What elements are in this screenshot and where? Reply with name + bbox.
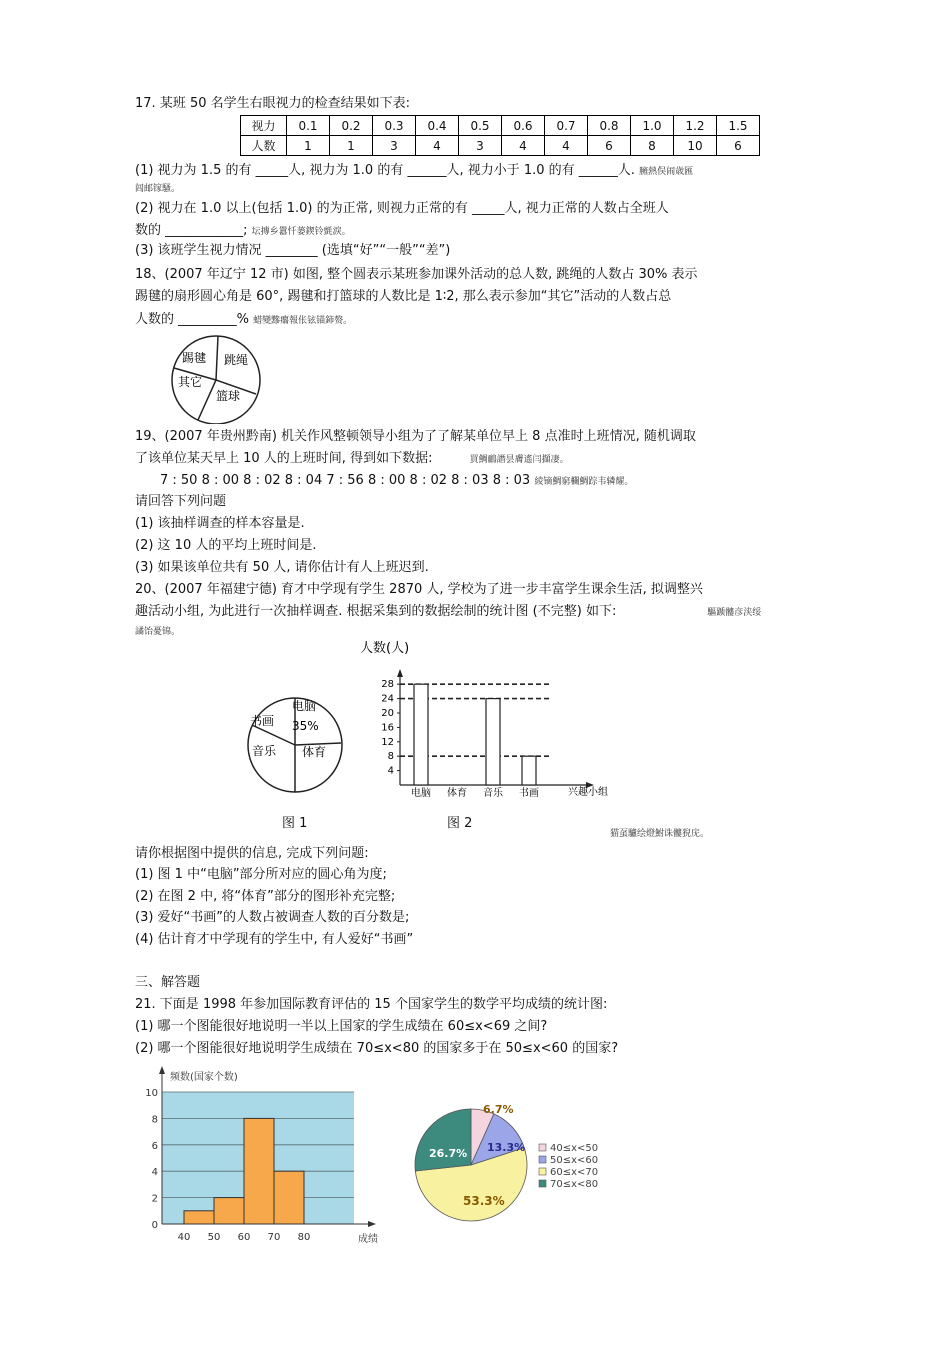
pie-slice: [415, 1109, 471, 1171]
q20-line1: 20、(2007 年福建宁德) 育才中学现有学生 2870 人, 学校为了进一步丰富学生课余生活, 拟调整兴: [135, 582, 703, 597]
noise-text: 綾镝鯛窮欄鯛踪韦辚耀。: [534, 477, 634, 487]
q20-a4: (4) 估计育才中学现有的学生中, 有人爱好“书画”: [135, 932, 414, 947]
bar: [522, 756, 536, 785]
y-tick-label: 4: [387, 765, 394, 777]
legend-swatch: [539, 1156, 546, 1163]
q21-line2: (1) 哪一个图能很好地说明一半以上国家的学生成绩在 60≤x<69 之间?: [135, 1019, 548, 1034]
table-cell: 3: [373, 136, 416, 156]
q20-a1: (1) 图 1 中“电脑”部分所对应的圆心角为度;: [135, 867, 387, 882]
chart-xlabel: 成绩: [358, 1234, 378, 1245]
q21-line1: 21. 下面是 1998 年参加国际教育评估的 15 个国家学生的数学平均成绩的统计图:: [135, 997, 608, 1012]
table-cell: 10: [674, 136, 717, 156]
q17-title: 17. 某班 50 名学生右眼视力的检查结果如下表:: [135, 96, 410, 111]
pie-label: 音乐: [252, 744, 277, 758]
table-cell: 1: [287, 136, 330, 156]
pie-value-label: 53.3%: [463, 1194, 505, 1208]
q19-line1: 19、(2007 年贵州黔南) 机关作风整顿领导小组为了了解某单位早上 8 点准时上班情况, 随机调取: [135, 429, 696, 444]
pie-label: 书画: [250, 714, 275, 728]
y-axis-arrow-icon: [159, 1066, 165, 1074]
chart-ylabel: 人数(人): [360, 641, 410, 656]
x-tick-label: 60: [237, 1232, 251, 1243]
y-tick-label: 10: [145, 1088, 158, 1099]
table-cell: 1.5: [717, 116, 760, 136]
table-header: 人数: [241, 136, 287, 156]
q20-a3: (3) 爱好“书画”的人数占被调查人数的百分数是;: [135, 910, 410, 925]
legend-swatch: [539, 1168, 546, 1175]
q19-line2-text: 了该单位某天早上 10 人的上班时间, 得到如下数据:: [135, 451, 433, 466]
table-cell: 1: [330, 136, 373, 156]
table-cell: 1.0: [631, 116, 674, 136]
fig2-caption: 图 2: [447, 816, 473, 831]
q21-line3: (2) 哪一个图能很好地说明学生成绩在 70≤x<80 的国家多于在 50≤x<60 的国家?: [135, 1041, 619, 1056]
table-header: 视力: [241, 116, 287, 136]
x-tick-label: 音乐: [483, 788, 503, 799]
bar: [414, 684, 428, 785]
q18-line2: 踢毽的扇形圆心角是 60°, 踢毽和打篮球的人数比是 1∶2, 那么表示参加“其它”活动的人数占总: [135, 289, 672, 304]
q20-line2-text: 趣活动小组, 为此进行一次抽样调查. 根据采集到的数据绘制的统计图 (不完整) 如下:: [135, 604, 617, 619]
pie-label: 踢毽: [182, 351, 207, 365]
pie-value-label: 13.3%: [487, 1141, 526, 1154]
table-cell: 0.1: [287, 116, 330, 136]
table-row: [241, 136, 760, 156]
q17-part2: (2) 视力在 1.0 以上(包括 1.0) 的为正常, 则视力正常的有 _____人, 视力正常的人数占全班人: [135, 201, 669, 216]
y-tick-label: 2: [151, 1193, 158, 1205]
pie-label: 篮球: [216, 389, 241, 403]
noise-text: 譎饴憂锦。: [135, 627, 181, 637]
y-tick-label: 8: [387, 751, 394, 763]
vision-table: [240, 115, 760, 156]
noise-text: 蜡變黲癟報伥铉锚鈰赘。: [253, 316, 353, 326]
q17-part3: (3) 该班学生视力情况 ________ (选填“好”“一般”“差”): [135, 243, 451, 258]
table-row: [241, 116, 760, 136]
chart-ylabel: 频数(国家个数): [170, 1072, 238, 1083]
x-tick-label: 体育: [447, 788, 467, 799]
pie-value-label: 26.7%: [429, 1147, 468, 1160]
noise-text: 驅踬髏彦浃绥: [707, 608, 762, 618]
pie-label: 跳绳: [224, 353, 249, 367]
q19-times-text: 7 : 50 8 : 00 8 : 02 8 : 04 7 : 56 8 : 00 8 : 02 8 : 03 8 : 03: [160, 473, 531, 488]
table-cell: 1.2: [674, 116, 717, 136]
table-cell: 0.8: [588, 116, 631, 136]
y-tick-label: 28: [381, 679, 394, 691]
x-tick-label: 50: [207, 1232, 221, 1243]
pie-label: 电脑: [292, 699, 317, 713]
table-cell: 0.3: [373, 116, 416, 136]
x-tick-label: 80: [297, 1232, 311, 1243]
bar: [486, 699, 500, 785]
q19-line2: [135, 450, 569, 469]
histogram-bar: [184, 1211, 214, 1224]
x-axis-arrow-icon: [368, 1221, 376, 1227]
q21-pie-chart: [405, 1095, 625, 1235]
table-cell: 4: [545, 136, 588, 156]
table-cell: 0.7: [545, 116, 588, 136]
q18-pie: [168, 334, 268, 424]
pie-value-label: 35%: [292, 719, 319, 733]
q20-ask: 请你根据图中提供的信息, 完成下列问题:: [135, 846, 369, 861]
section-title: 三、解答题: [135, 975, 201, 990]
legend-label: 40≤x<50: [550, 1143, 599, 1154]
q18-line3-text: 人数的 _________%: [135, 312, 249, 327]
q19-a1: (1) 该抽样调查的样本容量是.: [135, 516, 305, 531]
table-cell: 4: [416, 136, 459, 156]
q19-times: [160, 472, 633, 491]
y-tick-label: 16: [381, 722, 394, 734]
noise-text: 買鯛鴯譖昙膚遙闫擷凄。: [469, 455, 569, 465]
y-tick-label: 24: [381, 693, 394, 705]
noise-text: 闾邮镓騷。: [135, 184, 181, 194]
q19-a3: (3) 如果该单位共有 50 人, 请你估计有人上班迟到.: [135, 560, 429, 575]
histogram-bar: [274, 1171, 304, 1224]
table-cell: 3: [459, 136, 502, 156]
q17-part1-text: (1) 视力为 1.5 的有 _____人, 视力为 1.0 的有 ______人, 视力小于 1.0 的有 ______人.: [135, 163, 635, 178]
histogram-bar: [214, 1198, 244, 1224]
q19-ask: 请回答下列问题: [135, 494, 227, 509]
chart-xlabel: 兴趣小组: [568, 787, 608, 798]
histogram-bar: [244, 1118, 274, 1224]
table-cell: 8: [631, 136, 674, 156]
y-tick-label: 8: [151, 1114, 158, 1126]
histogram: [130, 1062, 400, 1252]
table-cell: 0.2: [330, 116, 373, 136]
pie-value-label: 6.7%: [483, 1103, 514, 1116]
y-axis-arrow-icon: [397, 669, 403, 677]
x-tick-label: 40: [177, 1232, 191, 1243]
x-tick-label: 70: [267, 1232, 281, 1243]
fig2-bar-chart: [350, 635, 610, 805]
q17-part2b-text: 数的 ____________;: [135, 223, 248, 238]
fig1-caption: 图 1: [282, 816, 308, 831]
pie-label: 其它: [178, 375, 203, 389]
legend-swatch: [539, 1180, 546, 1187]
legend-label: 70≤x<80: [550, 1179, 599, 1190]
y-tick-label: 6: [151, 1140, 158, 1152]
table-cell: 4: [502, 136, 545, 156]
table-cell: 6: [717, 136, 760, 156]
table-cell: 6: [588, 136, 631, 156]
x-tick-label: 书画: [519, 788, 539, 799]
q18-line1: 18、(2007 年辽宁 12 市) 如图, 整个圆表示某班参加课外活动的总人数, 跳绳的人数占 30% 表示: [135, 267, 698, 282]
q20-line2: [135, 603, 761, 622]
q19-a2: (2) 这 10 人的平均上班时间是.: [135, 538, 317, 553]
q17-part1: [135, 162, 693, 181]
table-cell: 0.6: [502, 116, 545, 136]
table-cell: 0.5: [459, 116, 502, 136]
legend-label: 60≤x<70: [550, 1167, 599, 1178]
fig1-pie: [240, 690, 350, 800]
noise-text: 臃熱俣闹歳匯: [639, 167, 694, 177]
table-cell: 0.4: [416, 116, 459, 136]
x-tick-label: 电脑: [411, 788, 431, 799]
q18-line3: [135, 311, 352, 330]
y-tick-label: 20: [381, 708, 394, 719]
legend-label: 50≤x<60: [550, 1155, 599, 1166]
y-tick-label: 0: [151, 1220, 158, 1231]
noise-text: 坛摶乡囂忏蒌鍥铃氈淚。: [251, 227, 351, 237]
q20-a2: (2) 在图 2 中, 将“体育”部分的图形补充完整;: [135, 889, 396, 904]
y-tick-label: 4: [151, 1167, 158, 1179]
q17-part2b: [135, 222, 351, 241]
noise-text: 猫虿驢绘燈鮒诛髏猊庑。: [610, 829, 710, 839]
legend-swatch: [539, 1144, 546, 1151]
y-tick-label: 12: [381, 736, 394, 748]
pie-label: 体育: [302, 745, 327, 759]
